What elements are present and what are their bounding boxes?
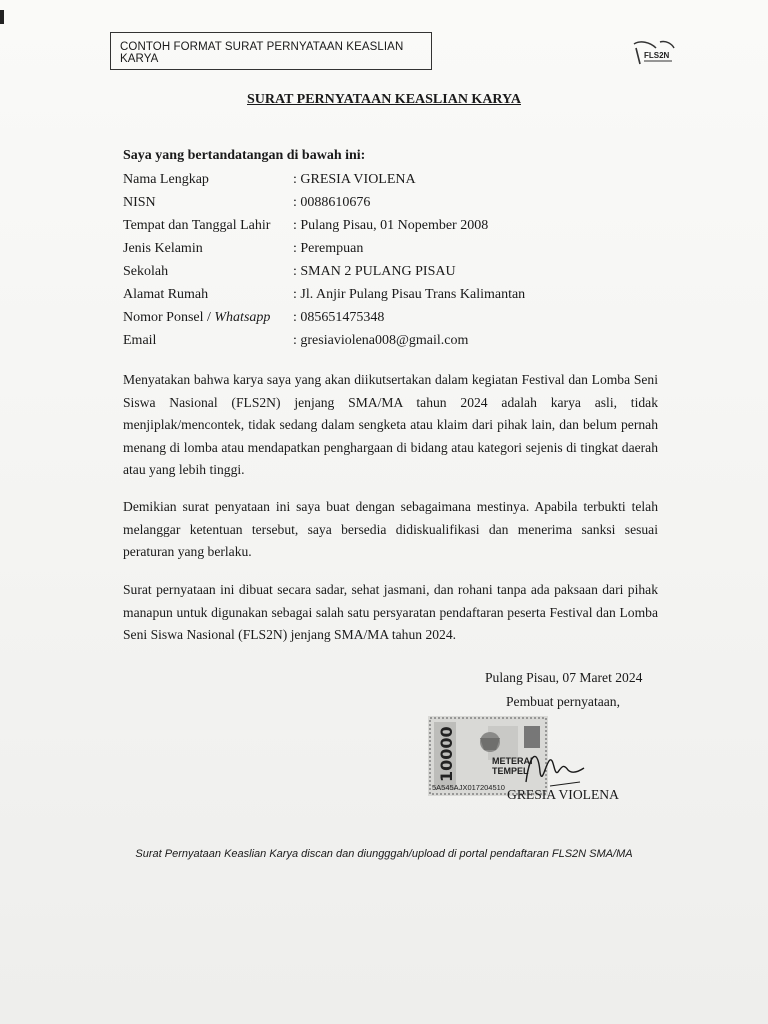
- signer-role: Pembuat pernyataan,: [506, 694, 620, 709]
- field-value: : 0088610676: [293, 195, 371, 210]
- closing-paragraph: Demikian surat penyataan ini saya buat dengan sebagaimana mestinya. Apabila terbukti telah melanggar ketentuan tersebut, saya bersedia didiskualifikasi dan menerima sanksi sesuai peraturan yang berlaku.: [123, 499, 658, 559]
- field-label: Jenis Kelamin: [123, 241, 203, 256]
- fls2n-logo-icon: [630, 38, 676, 68]
- stamp-label-line2: TEMPEL: [492, 766, 529, 776]
- field-label: Sekolah: [123, 264, 169, 279]
- document-title: SURAT PERNYATAAN KEASLIAN KARYA: [247, 92, 521, 107]
- field-label: Tempat dan Tanggal Lahir: [123, 218, 271, 233]
- field-value: : 085651475348: [293, 310, 385, 325]
- format-label-box: [110, 32, 432, 70]
- field-value: : Jl. Anjir Pulang Pisau Trans Kalimantan: [293, 287, 526, 302]
- field-label-text: Nomor Ponsel /: [123, 310, 215, 325]
- field-label-italic: Whatsapp: [214, 310, 271, 325]
- place-date: Pulang Pisau, 07 Maret 2024: [485, 670, 643, 685]
- consent-paragraph: Surat pernyataan ini dibuat secara sadar, sehat jasmani, dan rohani tanpa ada paksaan dari pihak manapun untuk digunakan sebagai salah satu persyaratan pendaftaran peserta Festival dan Lomba Seni Siswa Nasional (FLS2N) jenjang SMA/MA tahun 2024.: [123, 582, 658, 642]
- stamp-value: 10000: [437, 726, 456, 782]
- scan-corner-mark: [0, 10, 4, 24]
- field-label: NISN: [123, 195, 156, 210]
- signer-name: GRESIA VIOLENA: [507, 787, 619, 802]
- field-value: : gresiaviolena008@gmail.com: [293, 333, 469, 348]
- field-value: : SMAN 2 PULANG PISAU: [293, 264, 456, 279]
- intro-line: Saya yang bertandatangan di bawah ini:: [123, 148, 366, 163]
- field-value: : Pulang Pisau, 01 Nopember 2008: [293, 218, 489, 233]
- handwritten-signature: [520, 742, 590, 792]
- logo-text: FLS2N: [644, 51, 670, 60]
- field-label: [123, 310, 270, 326]
- field-label: Alamat Rumah: [123, 287, 209, 302]
- field-value: : Perempuan: [293, 241, 364, 256]
- stamp-serial: 5A545AJX017204510: [432, 783, 505, 792]
- field-label: Email: [123, 333, 157, 348]
- format-label: CONTOH FORMAT SURAT PERNYATAAN KEASLIAN KARYA: [120, 41, 404, 65]
- stamp-label-line1: METERAI: [492, 756, 533, 766]
- field-value: : GRESIA VIOLENA: [293, 172, 416, 187]
- footer-note: Surat Pernyataan Keaslian Karya discan dan diungggah/upload di portal pendaftaran FLS2N SMA/MA: [135, 848, 633, 860]
- field-label: Nama Lengkap: [123, 172, 209, 187]
- statement-paragraph: Menyatakan bahwa karya saya yang akan diikutsertakan dalam kegiatan Festival dan Lomba Seni Siswa Nasional (FLS2N) jenjang SMA/MA tahun 2024 adalah karya asli, tidak menjiplak/mencontek, tidak sedang dalam sengketa atau klaim dari pihak lain, dan belum pernah menang di lomba atau mendapatkan penghargaan di bidang atau kategori sejenis di tingkat daerah atau yang lebih tinggi.: [123, 372, 658, 477]
